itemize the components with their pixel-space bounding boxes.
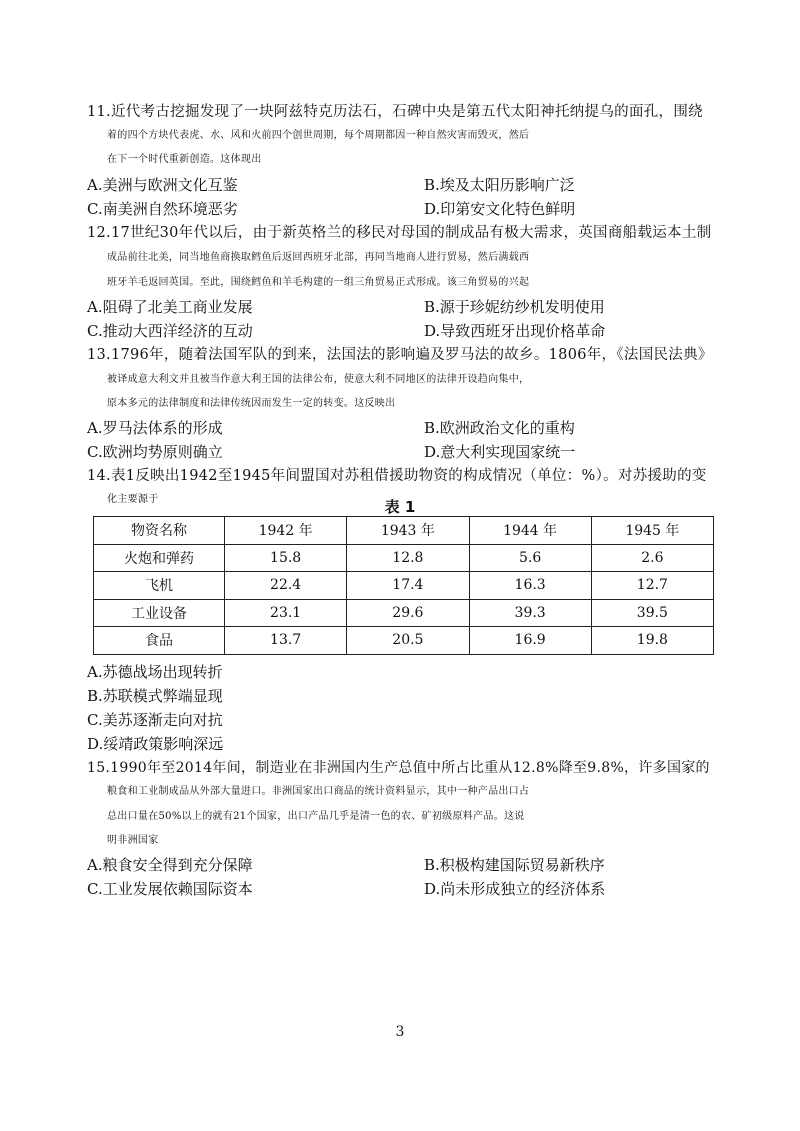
q12-stem-line-2: 成品前往北美，同当地鱼商换取鳕鱼后返回西班牙北部，再同当地商人进行贸易，然后满载西	[107, 252, 530, 263]
table-title: 表 1	[384, 498, 416, 516]
q14-stem-line-2: 化主要源于	[107, 494, 159, 505]
table-cell: 17.4	[347, 572, 469, 600]
table-row	[94, 572, 714, 600]
q15-option-d: D.尚未形成独立的经济体系	[424, 880, 606, 898]
q12-option-c: C.推动大西洋经济的互动	[87, 322, 253, 340]
q11-option-b: B.埃及太阳历影响广泛	[424, 176, 575, 194]
q14-option-d: D.绥靖政策影响深远	[87, 735, 224, 753]
q13-option-c: C.欧洲均势原则确立	[87, 443, 223, 461]
table-cell: 23.1	[225, 599, 347, 627]
table-header-cell: 1944 年	[469, 517, 591, 545]
q11-stem-line-2: 着的四个方块代表虎、水、风和火前四个创世周期，每个周期都因一种自然灾害而毁灭，然后	[107, 130, 530, 141]
table-header-row	[94, 517, 714, 545]
q13-stem-line-2: 被译成意大利文并且被当作意大利王国的法律公布，使意大利不同地区的法律开设趋向集中，	[107, 374, 530, 385]
table-cell: 12.8	[347, 544, 469, 572]
page-number: 3	[395, 1024, 405, 1040]
q13-option-a: A.罗马法体系的形成	[87, 419, 223, 437]
q15-stem-line-2: 粮食和工业制成品从外部大量进口。非洲国家出口商品的统计资料显示，其中一种产品出口占	[107, 786, 530, 797]
table-cell: 12.7	[591, 572, 713, 600]
q12-option-d: D.导致西班牙出现价格革命	[424, 322, 606, 340]
table-cell: 食品	[94, 627, 225, 655]
table-header-cell: 1942 年	[225, 517, 347, 545]
table-row	[94, 544, 714, 572]
q15-option-a: A.粮食安全得到充分保障	[87, 856, 253, 874]
table-cell: 2.6	[591, 544, 713, 572]
q12-option-a: A.阻碍了北美工商业发展	[87, 298, 253, 316]
table-cell: 飞机	[94, 572, 225, 600]
q14-option-c: C.美苏逐渐走向对抗	[87, 711, 223, 729]
q15-stem-line-1: 15.1990年至2014年间，制造业在非洲国内生产总值中所占比重从12.8%降至9.8%，许多国家的	[87, 760, 710, 776]
table-cell: 19.8	[591, 627, 713, 655]
q12-stem-line-1: 12.17世纪30年代以后，由于新英格兰的移民对母国的制成品有极大需求，英国商船载运本土制	[87, 225, 712, 241]
table-header-cell: 1945 年	[591, 517, 713, 545]
table-header-cell: 物资名称	[94, 517, 225, 545]
table-cell: 39.5	[591, 599, 713, 627]
q14-option-b: B.苏联模式弊端显现	[87, 687, 223, 705]
table-cell: 火炮和弹药	[94, 544, 225, 572]
q13-option-b: B.欧洲政治文化的重构	[424, 419, 575, 437]
aid-composition-table	[93, 516, 714, 655]
table-cell: 16.9	[469, 627, 591, 655]
q13-stem-line-3: 原本多元的法律制度和法律传统因而发生一定的转变。这反映出	[107, 398, 396, 409]
q11-stem-line-3: 在下一个时代重新创造。这体现出	[107, 154, 262, 165]
table-cell: 13.7	[225, 627, 347, 655]
q15-option-b: B.积极构建国际贸易新秩序	[424, 856, 605, 874]
q11-stem-line-1: 11.近代考古挖掘发现了一块阿兹特克历法石，石碑中央是第五代太阳神托纳提乌的面孔，围绕	[87, 104, 703, 120]
q13-option-d: D.意大利实现国家统一	[424, 443, 576, 461]
table-row	[94, 627, 714, 655]
q12-stem-line-3: 班牙羊毛返回英国。至此，围绕鳕鱼和羊毛构建的一组三角贸易正式形成。该三角贸易的兴起	[107, 277, 530, 288]
table-cell: 16.3	[469, 572, 591, 600]
q11-option-a: A.美洲与欧洲文化互鉴	[87, 176, 238, 194]
table-cell: 5.6	[469, 544, 591, 572]
q14-option-a: A.苏德战场出现转折	[87, 663, 223, 681]
q13-stem-line-1: 13.1796年，随着法国军队的到来，法国法的影响遍及罗马法的故乡。1806年，《法国民法典》	[87, 347, 713, 363]
table-cell: 29.6	[347, 599, 469, 627]
table-header-cell: 1943 年	[347, 517, 469, 545]
q11-option-d: D.印第安文化特色鲜明	[424, 200, 576, 218]
table-cell: 20.5	[347, 627, 469, 655]
q15-option-c: C.工业发展依赖国际资本	[87, 880, 253, 898]
q11-option-c: C.南美洲自然环境恶劣	[87, 200, 238, 218]
table-cell: 工业设备	[94, 599, 225, 627]
q15-stem-line-4: 明非洲国家	[107, 835, 159, 846]
table-cell: 15.8	[225, 544, 347, 572]
q14-stem-line-1: 14.表1反映出1942至1945年间盟国对苏租借援助物资的构成情况（单位：%）。对苏援助的变	[87, 468, 707, 484]
table-cell: 39.3	[469, 599, 591, 627]
q15-stem-line-3: 总出口量在50%以上的就有21个国家，出口产品几乎是清一色的农、矿初级原料产品。这说	[107, 811, 525, 822]
table-row	[94, 599, 714, 627]
table-cell: 22.4	[225, 572, 347, 600]
q12-option-b: B.源于珍妮纺纱机发明使用	[424, 298, 605, 316]
